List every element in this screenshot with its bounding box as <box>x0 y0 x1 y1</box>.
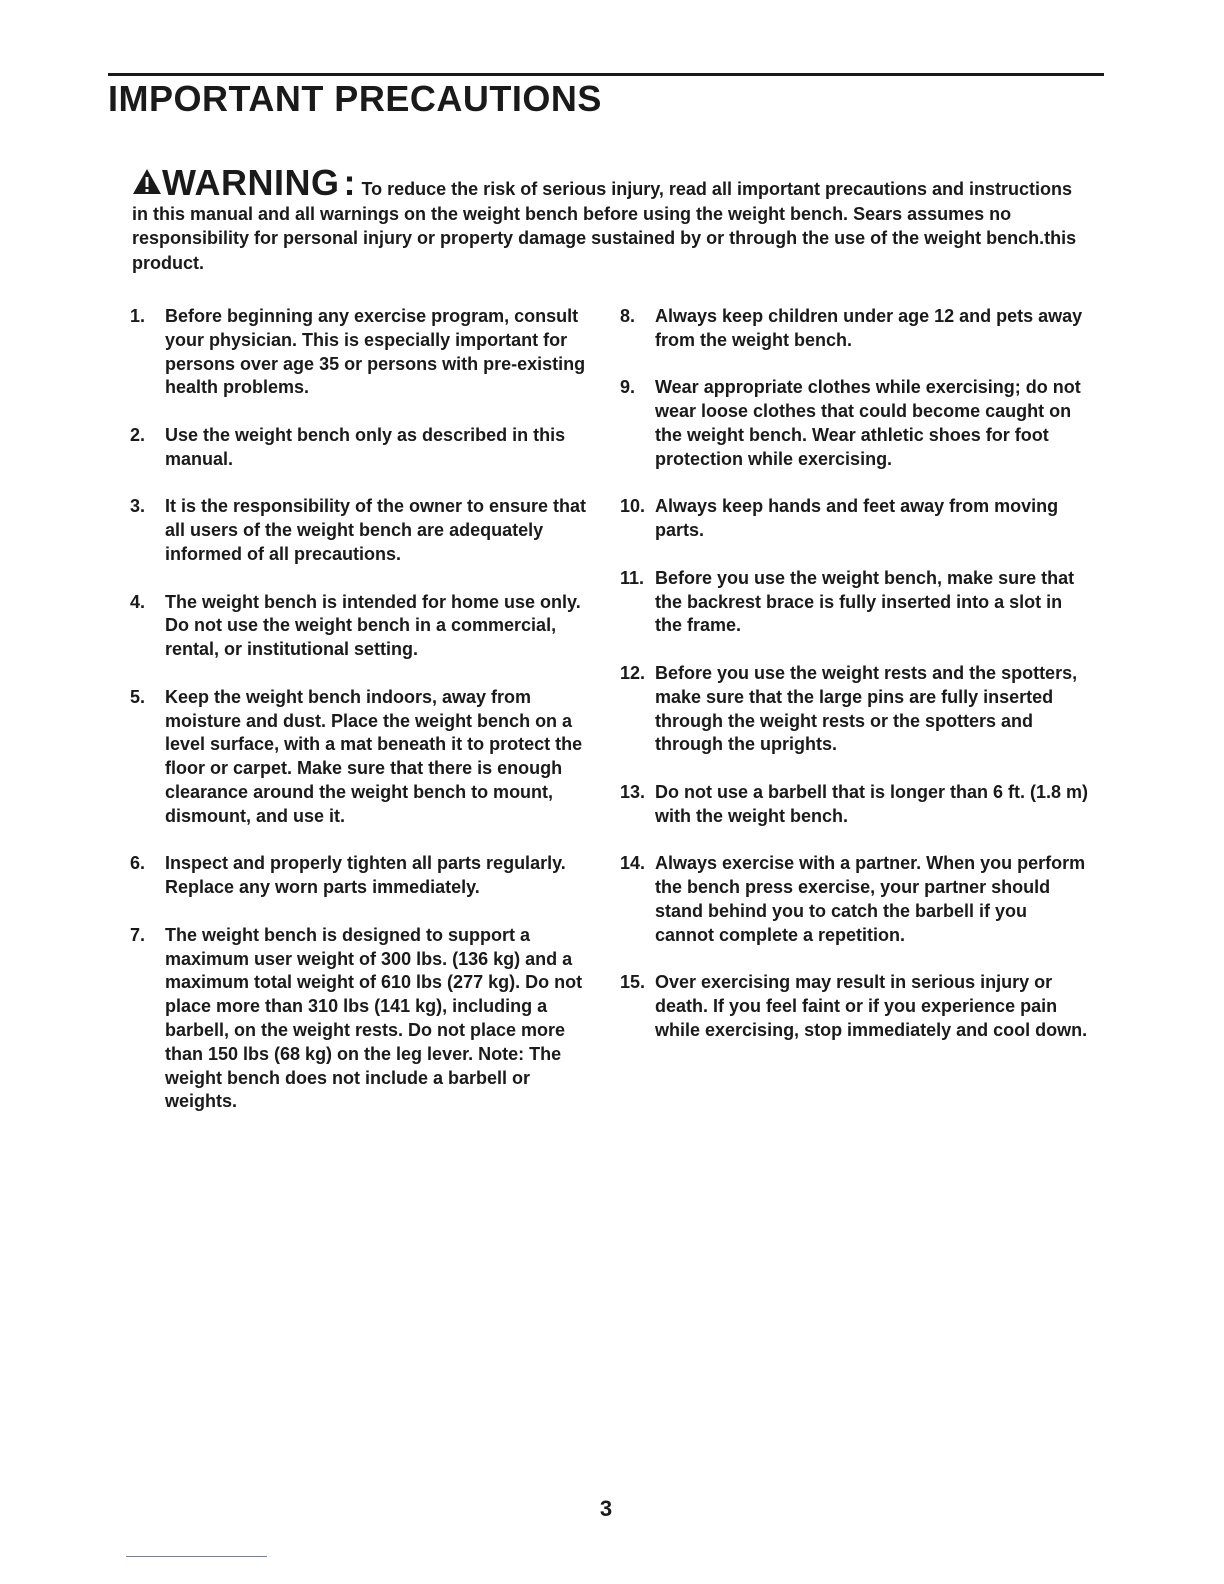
item-text: Do not use a barbell that is longer than 6 ft. (1.8 m) with the weight bench. <box>655 781 1089 826</box>
list-item <box>620 376 1090 471</box>
item-text: Keep the weight bench indoors, away from moisture and dust. Place the weight bench on a level surface, with a mat beneath it to protect the floor or carpet. Make sure that there is enough clearance around the weight bench to mount, dismount, and use it. <box>165 686 583 826</box>
warning-text: To reduce the risk of serious injury, read all important precautions and instructions in this manual and all warnings on the weight bench before using the weight bench. Sears assumes no responsibility for personal injury or property damage sustained by or through the use of the weight bench.this product. <box>132 179 1077 273</box>
item-text: Over exercising may result in serious injury or death. If you feel faint or if you experience pain while exercising, stop immediately and cool down. <box>655 972 1088 1040</box>
item-number: 2. <box>130 424 146 445</box>
warning-block <box>132 162 1092 275</box>
item-number: 9. <box>620 377 636 398</box>
item-number: 15. <box>620 972 646 993</box>
item-text: The weight bench is intended for home use only. Do not use the weight bench in a commercial, rental, or institutional setting. <box>165 591 581 660</box>
list-item <box>130 591 600 662</box>
item-text: The weight bench is designed to support a maximum user weight of 300 lbs. (136 kg) and a maximum total weight of 610 lbs (277 kg). Do not place more than 310 lbs (141 kg), including a barbell, on the weight rests. Do not place more than 150 lbs (68 kg) on the leg lever. Note: The weight bench does not include a barbell or weights. <box>165 924 583 1112</box>
list-item <box>130 305 600 400</box>
item-number: 7. <box>130 924 146 945</box>
item-text: Wear appropriate clothes while exercising; do not wear loose clothes that could become caught on the weight bench. Wear athletic shoes for foot protection while exercising. <box>655 377 1081 469</box>
page-number: 3 <box>599 1496 613 1521</box>
item-text: Use the weight bench only as described in this manual. <box>165 424 566 469</box>
item-text: Always keep hands and feet away from moving parts. <box>655 496 1059 541</box>
item-number: 10. <box>620 496 646 517</box>
list-item <box>620 971 1090 1042</box>
precautions-right-column <box>620 305 1090 1067</box>
list-item <box>620 781 1090 829</box>
item-text: Inspect and properly tighten all parts regularly. Replace any worn parts immediately. <box>165 853 566 898</box>
list-item <box>130 852 600 900</box>
item-number: 13. <box>620 781 646 802</box>
item-number: 12. <box>620 662 646 683</box>
item-number: 3. <box>130 496 146 517</box>
item-number: 4. <box>130 591 146 612</box>
bottom-line <box>126 1556 267 1557</box>
list-item <box>130 686 600 829</box>
item-text: Always exercise with a partner. When you perform the bench press exercise, your partner should stand behind you to catch the barbell if you cannot complete a repetition. <box>655 853 1086 945</box>
item-number: 5. <box>130 686 146 707</box>
list-item <box>620 662 1090 757</box>
list-item <box>130 424 600 472</box>
item-text: It is the responsibility of the owner to ensure that all users of the weight bench are adequately informed of all precautions. <box>165 496 587 564</box>
list-item <box>130 495 600 566</box>
item-text: Before you use the weight rests and the spotters, make sure that the large pins are fully inserted through the weight rests or the spotters and through the uprights. <box>655 662 1078 755</box>
item-number: 6. <box>130 853 146 874</box>
item-text: Before beginning any exercise program, consult your physician. This is especially important for persons over age 35 or persons with pre-existing health problems. <box>165 306 586 398</box>
list-item <box>620 305 1090 353</box>
list-item <box>620 852 1090 947</box>
precautions-left-column <box>130 305 600 1138</box>
item-number: 1. <box>130 306 146 326</box>
item-number: 8. <box>620 306 636 326</box>
top-rule <box>108 73 1104 76</box>
warning-word: WARNING <box>162 162 340 203</box>
list-item <box>620 495 1090 543</box>
warning-triangle-icon <box>132 168 162 195</box>
list-item <box>620 567 1090 638</box>
page-title: IMPORTANT PRECAUTIONS <box>108 78 602 119</box>
item-number: 14. <box>620 853 646 874</box>
item-number: 11. <box>620 567 645 588</box>
warning-colon: : <box>343 162 356 203</box>
item-text: Always keep children under age 12 and pets away from the weight bench. <box>655 306 1083 350</box>
list-item <box>130 924 600 1114</box>
item-text: Before you use the weight bench, make sure that the backrest brace is fully inserted into a slot in the frame. <box>655 567 1075 636</box>
